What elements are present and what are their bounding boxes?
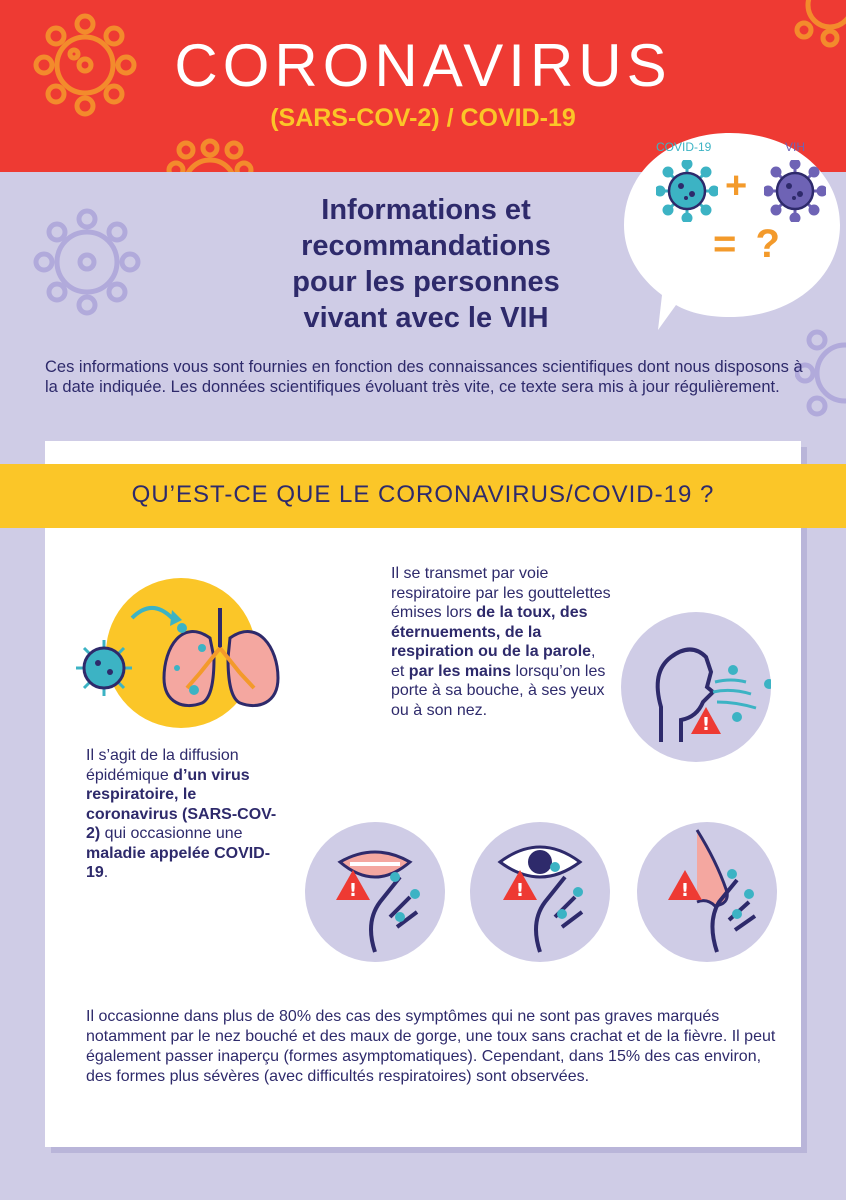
cough-illustration [621,612,771,762]
hiv-virus-icon [764,160,826,222]
symptoms-paragraph: Il occasionne dans plus de 80% des cas des symptômes qui ne sont pas graves marqués notamment par le nez bouché et des maux de gorge, une toux sans crachat et de la fièvre. Il peut également passer inaperçu (formes asymptomatiques). Cependant, dans 15% des cas environ, des formes plus sévères (avec difficultés respiratoires) sont observées. [86,1008,776,1085]
svg-text:!: ! [680,880,690,901]
equals-question: = ? [713,222,784,266]
svg-text:!: ! [348,880,358,901]
definition-text: Il s’agit de la diffusion épidémique d’un virus respiratoire, le coronavirus (SARS-COV-2) qui occasionne une maladie appelée COVID-19. [86,747,277,881]
svg-text:!: ! [515,880,525,901]
mouth-touch-illustration [305,822,445,962]
headline: Informations et recommandations pour les personnes vivant avec le VIH [292,194,560,334]
transmission-text: Il se transmet par voie respiratoire par les gouttelettes émises lors de la toux, des éternuements, de la respiration ou de la parole, et par les mains lorsqu’on les porte à sa bouche, à ses yeux ou à son nez. [391,565,611,719]
virus-decoration-icon [30,205,145,320]
comparison-bubble [618,125,846,335]
intro-paragraph: Ces informations vous sont fournies en fonction des connaissances scientifiques dont nous disposons à la date indiquée. Les données scientifiques évoluant très vite, ce texte sera mis à jour régulièrement. [45,358,803,396]
bubble-label-covid: COVID-19 [656,140,712,154]
eye-touch-illustration [470,822,610,962]
page-subtitle: (SARS-COV-2) / COVID-19 [270,104,576,132]
svg-text:!: ! [701,714,711,735]
virus-decoration-icon [160,130,260,172]
lungs-illustration [72,578,292,728]
bubble-label-vih: VIH [785,140,806,154]
section-title: QU’EST-CE QUE LE CORONAVIRUS/COVID-19 ? [131,481,715,508]
covid-virus-icon [656,160,718,222]
plus-sign: + [725,165,748,207]
page-title: CORONAVIRUS [174,32,672,99]
nose-touch-illustration [637,822,777,962]
